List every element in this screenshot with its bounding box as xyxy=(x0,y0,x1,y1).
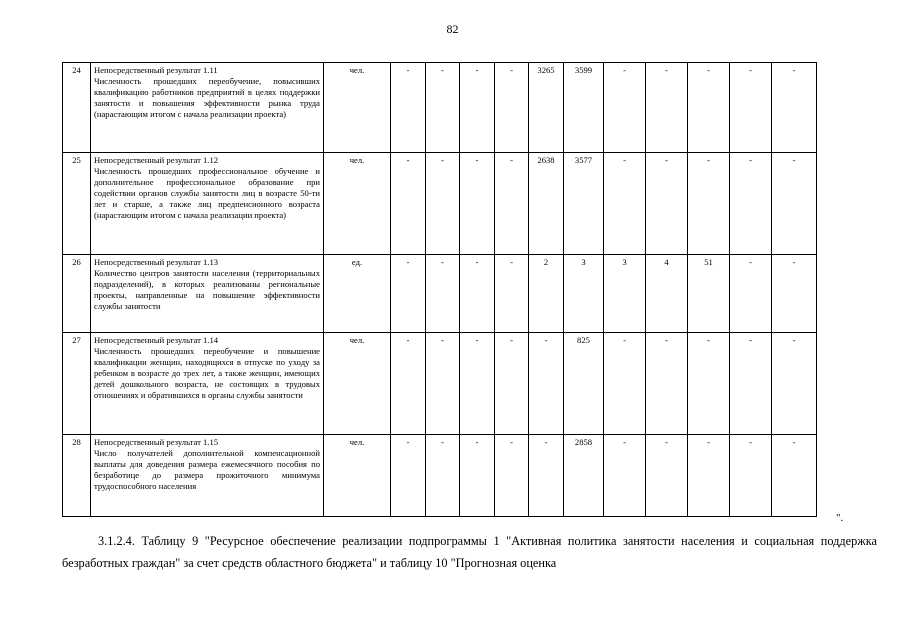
results-table xyxy=(62,62,817,517)
result-title: Непосредственный результат 1.12 xyxy=(94,155,219,165)
value-cell: - xyxy=(426,333,460,435)
row-number: 26 xyxy=(63,255,91,333)
result-title: Непосредственный результат 1.13 xyxy=(94,257,219,267)
value-cell: - xyxy=(495,255,529,333)
result-text: Количество центров занятости населения (территориальных подразделений), в которых реализованы региональные проекты, направленные на повышение эффективности службы занятости xyxy=(94,267,320,311)
value-cell: - xyxy=(730,333,772,435)
value-cell: - xyxy=(529,435,564,517)
value-cell: - xyxy=(772,255,817,333)
value-cell: - xyxy=(460,333,495,435)
value-cell: 4 xyxy=(646,255,688,333)
value-cell: - xyxy=(426,153,460,255)
value-cell: - xyxy=(495,435,529,517)
unit-cell: ед. xyxy=(324,255,391,333)
value-cell: - xyxy=(646,435,688,517)
value-cell: - xyxy=(604,435,646,517)
row-number: 28 xyxy=(63,435,91,517)
result-text: Численность прошедших переобучение и повышение квалификации женщин, находящихся в отпуске по уходу за ребенком в возрасте до трех лет, а также женщин, имеющих детей дошкольного возраста, не состоящих в трудовых отношениях и обратившихся в органы службы занятости xyxy=(94,345,320,400)
value-cell: - xyxy=(688,63,730,153)
value-cell: - xyxy=(646,333,688,435)
value-cell: - xyxy=(688,153,730,255)
table-row xyxy=(63,153,817,255)
result-title: Непосредственный результат 1.15 xyxy=(94,437,219,447)
value-cell: - xyxy=(426,63,460,153)
unit-cell: чел. xyxy=(324,435,391,517)
result-description xyxy=(91,63,324,153)
row-number: 24 xyxy=(63,63,91,153)
result-title: Непосредственный результат 1.14 xyxy=(94,335,219,345)
table-row xyxy=(63,255,817,333)
value-cell: 3577 xyxy=(564,153,604,255)
value-cell: - xyxy=(688,435,730,517)
table-row xyxy=(63,435,817,517)
value-cell: - xyxy=(529,333,564,435)
value-cell: - xyxy=(460,435,495,517)
value-cell: - xyxy=(730,153,772,255)
value-cell: - xyxy=(604,333,646,435)
result-text: Число получателей дополнительной компенсационной выплаты для доведения размера ежемесячного пособия по безработице до размера прожиточного минимума трудоспособного населения xyxy=(94,447,320,491)
unit-cell: чел. xyxy=(324,333,391,435)
value-cell: 2858 xyxy=(564,435,604,517)
table-row xyxy=(63,63,817,153)
value-cell: - xyxy=(391,333,426,435)
value-cell: - xyxy=(604,153,646,255)
value-cell: - xyxy=(646,153,688,255)
value-cell: 51 xyxy=(688,255,730,333)
value-cell: 3599 xyxy=(564,63,604,153)
result-description xyxy=(91,435,324,517)
value-cell: 2638 xyxy=(529,153,564,255)
result-title: Непосредственный результат 1.11 xyxy=(94,65,218,75)
row-number: 27 xyxy=(63,333,91,435)
value-cell: - xyxy=(772,63,817,153)
value-cell: - xyxy=(730,435,772,517)
value-cell: 3 xyxy=(564,255,604,333)
value-cell: 3265 xyxy=(529,63,564,153)
value-cell: - xyxy=(426,435,460,517)
value-cell: - xyxy=(391,63,426,153)
value-cell: - xyxy=(391,153,426,255)
result-description xyxy=(91,153,324,255)
value-cell: - xyxy=(730,255,772,333)
row-number: 25 xyxy=(63,153,91,255)
body-paragraph: 3.1.2.4. Таблицу 9 "Ресурсное обеспечение реализации подпрограммы 1 "Активная политика занятости населения и социальная поддержка безработных граждан" за счет средств областного бюджета" и таблицу 10 "Прогнозная оценка xyxy=(62,534,877,570)
value-cell: - xyxy=(495,153,529,255)
unit-cell: чел. xyxy=(324,153,391,255)
value-cell: - xyxy=(426,255,460,333)
value-cell: 825 xyxy=(564,333,604,435)
value-cell: - xyxy=(460,255,495,333)
result-text: Численность прошедших профессиональное обучение и дополнительное профессиональное образование при содействии органов службы занятости лиц в возрасте 50-ти лет и старше, а также лиц предпенсионного возраста (нарастающим итогом с начала реализации проекта) xyxy=(94,165,320,220)
value-cell: - xyxy=(391,435,426,517)
value-cell: - xyxy=(772,435,817,517)
closing-quote: ". xyxy=(836,512,844,524)
value-cell: 2 xyxy=(529,255,564,333)
value-cell: - xyxy=(646,63,688,153)
value-cell: - xyxy=(495,63,529,153)
value-cell: - xyxy=(391,255,426,333)
value-cell: - xyxy=(460,153,495,255)
value-cell: - xyxy=(460,63,495,153)
value-cell: - xyxy=(730,63,772,153)
value-cell: - xyxy=(772,153,817,255)
value-cell: - xyxy=(604,63,646,153)
result-text: Численность прошедших переобучение, повысивших квалификацию работников предприятий в целях поддержки занятости и повышения эффективности рынка труда (нарастающим итогом с начала реализации проекта) xyxy=(94,75,320,119)
page-number: 82 xyxy=(446,22,459,36)
value-cell: - xyxy=(772,333,817,435)
value-cell: - xyxy=(495,333,529,435)
result-description xyxy=(91,255,324,333)
value-cell: 3 xyxy=(604,255,646,333)
table-row xyxy=(63,333,817,435)
unit-cell: чел. xyxy=(324,63,391,153)
value-cell: - xyxy=(688,333,730,435)
result-description xyxy=(91,333,324,435)
